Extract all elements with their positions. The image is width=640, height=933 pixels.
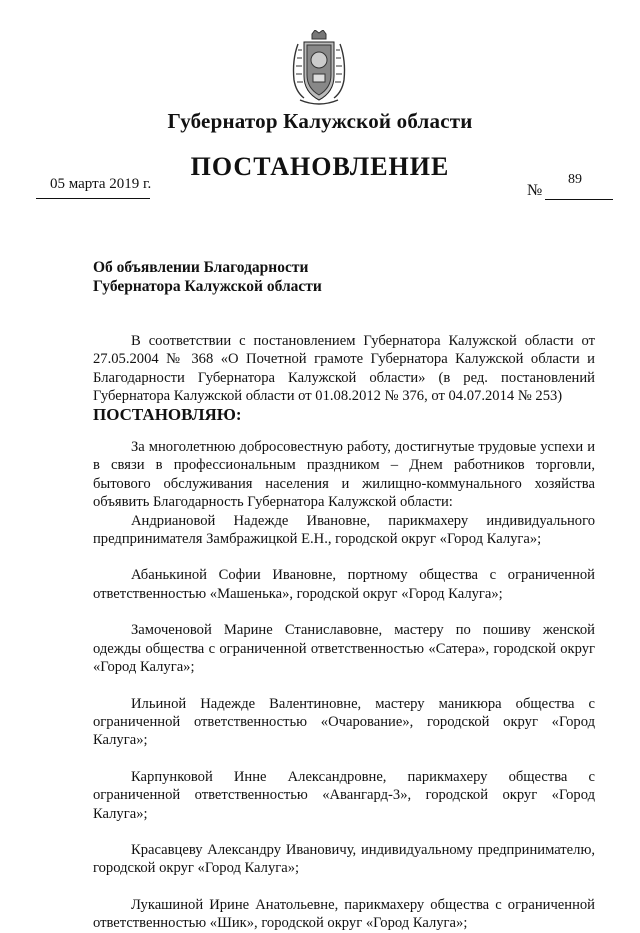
award-entry: Карпунковой Инне Александровне, парикмахеру общества с ограниченной ответственностью «Авангард-3», городской округ «Город Калуга»; xyxy=(93,768,595,822)
intro-paragraph: За многолетнюю добросовестную работу, достигнутые трудовые успехи и в связи в профессиональным праздником – Днем работников торговли, бытового обслуживания населения и жилищно-коммунального хозяйства объявить Благодарность Губернатора Калужской области: xyxy=(93,439,595,511)
document-type-title: ПОСТАНОВЛЕНИЕ xyxy=(190,152,450,181)
award-entry: Ильиной Надежде Валентиновне, мастеру маникюра общества с ограниченной ответственностью «Очарование», городской округ «Город Калуга»; xyxy=(93,695,595,749)
document-number: 89 xyxy=(568,172,582,187)
date-underline xyxy=(36,198,150,199)
coat-of-arms-icon xyxy=(286,30,352,108)
number-sign: № xyxy=(527,182,543,199)
preamble-paragraph: В соответствии с постановлением Губернатора Калужской области от 27.05.2004 № 368 «О Почетной грамоте Губернатора Калужской области и Благодарности Губернатора Калужской области» (в ред. постановлений Губернатора Калужской области от 01.08.2012 № 376, от 04.07.2014 № 253) xyxy=(93,333,595,405)
number-underline xyxy=(545,199,613,200)
award-entry: Абанькиной Софии Ивановне, портному общества с ограниченной ответственностью «Машенька», городской округ «Город Калуга»; xyxy=(93,567,595,602)
subject-line-1: Об объявлении Благодарности xyxy=(93,259,309,276)
document-body xyxy=(93,332,595,933)
award-entry: Замоченовой Марине Станиславовне, мастеру по пошиву женской одежды общества с ограниченной ответственностью «Сатера», городской округ «Город Калуга»; xyxy=(93,622,595,676)
issuing-authority: Губернатор Калужской области xyxy=(167,109,473,133)
document-subject xyxy=(93,258,353,296)
award-entry: Красавцеву Александру Ивановичу, индивидуальному предпринимателю, городской округ «Город Калуга»; xyxy=(93,841,595,877)
award-entry: Лукашиной Ирине Анатольевне, парикмахеру общества с ограниченной ответственностью «Шик», городской округ «Город Калуга»; xyxy=(93,896,595,932)
subject-line-2: Губернатора Калужской области xyxy=(93,278,322,295)
award-entry: Андриановой Надежде Ивановне, парикмахеру индивидуального предпринимателя Замбражицкой Е.Н., городской округ «Город Калуга»; xyxy=(93,512,595,548)
document-date: 05 марта 2019 г. xyxy=(50,176,152,192)
decree-word: ПОСТАНОВЛЯЮ: xyxy=(93,404,242,424)
